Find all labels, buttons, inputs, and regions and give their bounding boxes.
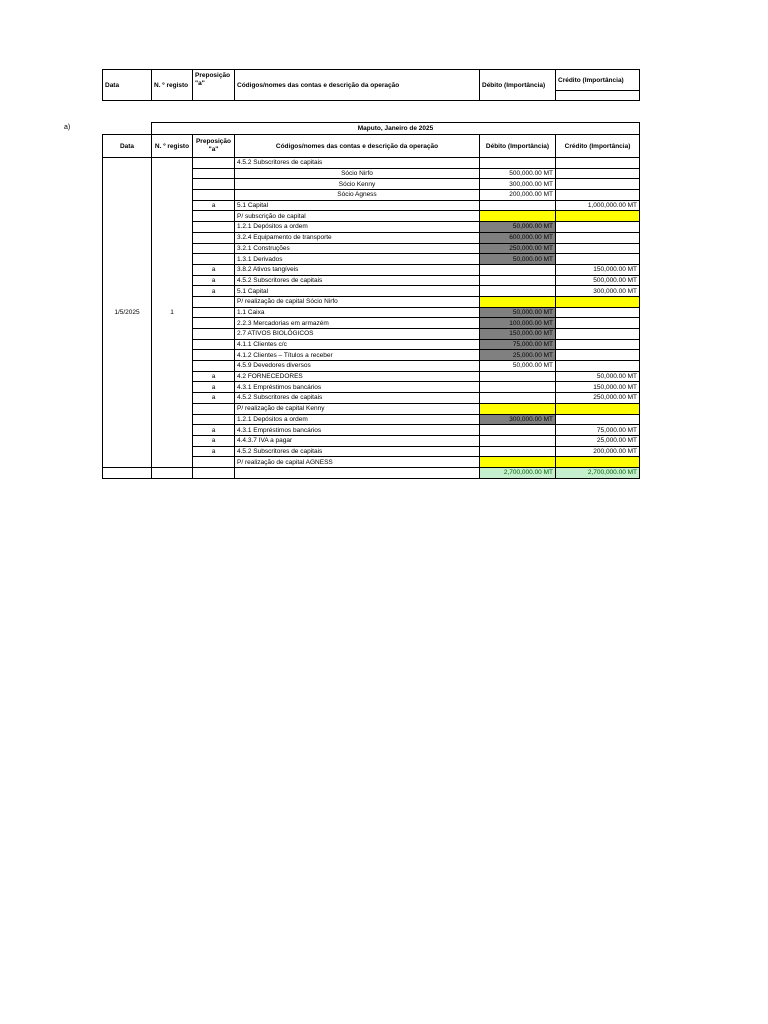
row-debit: [480, 393, 556, 404]
row-preposicao: a: [193, 393, 235, 404]
row-preposicao: [193, 243, 235, 254]
row-debit: [480, 457, 556, 468]
row-credit: 50,000.00 MT: [556, 371, 640, 382]
row-preposicao: [193, 414, 235, 425]
row-description: 2.2.3 Mercadorias em armazém: [235, 318, 480, 329]
row-preposicao: [193, 211, 235, 222]
row-credit: 200,000.00 MT: [556, 446, 640, 457]
row-debit: 50,000.00 MT: [480, 254, 556, 265]
row-description: 1.3.1 Derivados: [235, 254, 480, 265]
row-debit: 300,000.00 MT: [480, 414, 556, 425]
row-credit: [556, 211, 640, 222]
journal-row: [103, 158, 640, 169]
col-header-data: Data: [103, 70, 152, 101]
section-label: a): [64, 124, 71, 131]
row-debit: 50,000.00 MT: [480, 222, 556, 233]
col-header-codigos: Códigos/nomes das contas e descrição da operação: [235, 135, 480, 158]
row-preposicao: [193, 307, 235, 318]
row-description: P/ realização de capital Kenny: [235, 403, 480, 414]
row-preposicao: a: [193, 286, 235, 297]
row-description: 4.5.2 Subscritores de capitais: [235, 446, 480, 457]
row-debit: 600,000.00 MT: [480, 232, 556, 243]
row-description: Sócio Agness: [235, 190, 480, 201]
row-description: P/ realização de capital AGNESS: [235, 457, 480, 468]
row-preposicao: a: [193, 446, 235, 457]
row-credit: [556, 403, 640, 414]
row-debit: [480, 286, 556, 297]
row-description: 4.5.2 Subscritores de capitais: [235, 393, 480, 404]
col-header-debito: Débito (Importância): [480, 135, 556, 158]
row-preposicao: a: [193, 382, 235, 393]
row-preposicao: [193, 350, 235, 361]
row-debit: 300,000.00 MT: [480, 179, 556, 190]
row-credit: [556, 296, 640, 307]
row-credit: [556, 168, 640, 179]
row-credit: [556, 158, 640, 169]
row-description: 3.2.1 Construções: [235, 243, 480, 254]
row-debit: 250,000.00 MT: [480, 243, 556, 254]
row-debit: 50,000.00 MT: [480, 361, 556, 372]
row-debit: [480, 200, 556, 211]
row-credit: 500,000.00 MT: [556, 275, 640, 286]
entry-registo: 1: [152, 158, 193, 468]
row-credit: [556, 339, 640, 350]
row-credit: [556, 307, 640, 318]
journal-table: [102, 122, 640, 479]
row-debit: [480, 403, 556, 414]
row-preposicao: [193, 179, 235, 190]
row-preposicao: [193, 232, 235, 243]
row-preposicao: a: [193, 200, 235, 211]
row-credit: 250,000.00 MT: [556, 393, 640, 404]
row-debit: [480, 158, 556, 169]
row-description: 4.5.9 Devedores diversos: [235, 361, 480, 372]
row-preposicao: a: [193, 275, 235, 286]
col-header-debito: Débito (Importância): [480, 70, 556, 101]
row-credit: 150,000.00 MT: [556, 382, 640, 393]
row-debit: 200,000.00 MT: [480, 190, 556, 201]
row-description: 4.5.2 Subscritores de capitais: [235, 158, 480, 169]
row-preposicao: [193, 190, 235, 201]
row-description: Sócio Nirfo: [235, 168, 480, 179]
row-description: P/ subscrição de capital: [235, 211, 480, 222]
row-description: Sócio Kenny: [235, 179, 480, 190]
row-preposicao: [193, 168, 235, 179]
row-preposicao: a: [193, 264, 235, 275]
row-debit: 50,000.00 MT: [480, 307, 556, 318]
col-header-credito: Crédito (Importância): [556, 135, 640, 158]
row-preposicao: [193, 457, 235, 468]
row-description: P/ realização de capital Sócio Nirfo: [235, 296, 480, 307]
col-header-codigos: Códigos/nomes das contas e descrição da operação: [235, 70, 480, 101]
row-description: 1.1 Caixa: [235, 307, 480, 318]
row-preposicao: [193, 296, 235, 307]
row-preposicao: [193, 254, 235, 265]
row-credit: [556, 222, 640, 233]
row-credit: 300,000.00 MT: [556, 286, 640, 297]
row-credit: [556, 329, 640, 340]
col-header-preposicao: Preposição "a": [193, 135, 235, 158]
totals-row: [103, 467, 640, 478]
row-debit: 150,000.00 MT: [480, 329, 556, 340]
row-description: 4.3.1 Empréstimos bancários: [235, 425, 480, 436]
col-header-nregisto: N. º registo: [152, 135, 193, 158]
row-preposicao: [193, 403, 235, 414]
row-debit: [480, 425, 556, 436]
col-header-credito: Crédito (Importância): [556, 70, 640, 91]
row-preposicao: [193, 222, 235, 233]
row-credit: [556, 179, 640, 190]
row-debit: [480, 446, 556, 457]
row-credit: [556, 361, 640, 372]
row-debit: [480, 435, 556, 446]
row-debit: 25,000.00 MT: [480, 350, 556, 361]
row-preposicao: a: [193, 435, 235, 446]
total-debit: 2,700,000.00 MT: [480, 467, 556, 478]
row-description: 4.1.1 Clientes c/c: [235, 339, 480, 350]
row-description: 3.2.4 Equipamento de transporte: [235, 232, 480, 243]
row-description: 1.2.1 Depósitos a ordem: [235, 414, 480, 425]
col-header-data: Data: [103, 135, 152, 158]
row-description: 2.7 ATIVOS BIOLÓGICOS: [235, 329, 480, 340]
col-header-nregisto: N. º registo: [152, 70, 193, 101]
row-credit: 150,000.00 MT: [556, 264, 640, 275]
row-debit: 75,000.00 MT: [480, 339, 556, 350]
row-debit: 500,000.00 MT: [480, 168, 556, 179]
row-preposicao: [193, 318, 235, 329]
row-credit: [556, 243, 640, 254]
row-debit: [480, 382, 556, 393]
row-credit: [556, 232, 640, 243]
row-credit: [556, 414, 640, 425]
row-debit: [480, 296, 556, 307]
row-credit: [556, 190, 640, 201]
row-credit: 1,000,000.00 MT: [556, 200, 640, 211]
row-credit: 25,000.00 MT: [556, 435, 640, 446]
row-description: 3.8.2 Ativos tangíveis: [235, 264, 480, 275]
row-description: 4.4.3.7 IVA a pagar: [235, 435, 480, 446]
row-credit: [556, 457, 640, 468]
row-credit: 75,000.00 MT: [556, 425, 640, 436]
row-preposicao: [193, 361, 235, 372]
row-debit: 100,000.00 MT: [480, 318, 556, 329]
row-description: 4.3.1 Empréstimos bancários: [235, 382, 480, 393]
row-debit: [480, 371, 556, 382]
total-credit: 2,700,000.00 MT: [556, 467, 640, 478]
header-template-table: [102, 69, 640, 101]
row-debit: [480, 275, 556, 286]
journal-title: Maputo, Janeiro de 2025: [152, 123, 640, 135]
row-preposicao: a: [193, 425, 235, 436]
row-description: 1.2.1 Depósitos a ordem: [235, 222, 480, 233]
row-credit: [556, 318, 640, 329]
row-preposicao: [193, 329, 235, 340]
row-preposicao: [193, 339, 235, 350]
col-header-preposicao: Preposição "a": [193, 70, 235, 101]
row-credit: [556, 350, 640, 361]
row-preposicao: [193, 158, 235, 169]
row-description: 4.1.2 Clientes – Títulos a receber: [235, 350, 480, 361]
row-description: 4.2 FORNECEDORES: [235, 371, 480, 382]
row-description: 5.1 Capital: [235, 286, 480, 297]
row-description: 4.5.2 Subscritores de capitais: [235, 275, 480, 286]
row-credit: [556, 254, 640, 265]
entry-date: 1/5/2025: [103, 158, 152, 468]
credito-blank-cell: [556, 91, 640, 101]
row-debit: [480, 264, 556, 275]
row-debit: [480, 211, 556, 222]
row-preposicao: a: [193, 371, 235, 382]
row-description: 5.1 Capital: [235, 200, 480, 211]
